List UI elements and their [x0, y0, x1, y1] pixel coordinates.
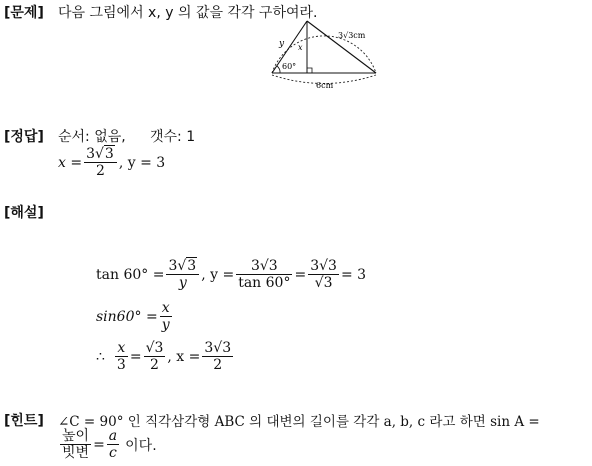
label-hyp: 3√3cm — [338, 31, 366, 40]
hint-fraction-1 — [60, 428, 91, 461]
x-fraction-2 — [144, 340, 166, 373]
x-equals: = — [129, 348, 142, 365]
x-fraction-3 — [202, 340, 233, 373]
answer-x-rad: 3 — [104, 146, 114, 162]
hint-den: 빗변 — [62, 445, 90, 461]
hint-f-num: a — [108, 428, 118, 444]
hint-end: 이다. — [125, 437, 157, 454]
sin-lhs: sin60° = — [96, 308, 158, 325]
answer-x-fraction: $\frac{3√3}{2}$ — [84, 146, 117, 179]
explanation-line-2 — [96, 300, 174, 333]
x-fraction-1 — [115, 340, 128, 373]
y-fraction-2 — [308, 258, 339, 291]
answer-y-eq: , y = 3 — [118, 154, 166, 171]
hint-line-2 — [58, 428, 157, 461]
label-x: x — [298, 43, 303, 52]
y-f2-num: 3√3 — [310, 258, 337, 274]
x-f2-num: √3 — [145, 340, 164, 356]
answer-order: 순서: 없음, — [58, 129, 126, 145]
y-result: = 3 — [340, 266, 367, 283]
tan-fraction: $\frac{3√3}{y}$ — [166, 258, 199, 291]
sin-fraction — [160, 300, 172, 333]
tan-num-rad: 3 — [187, 258, 197, 274]
x-f3-den: 2 — [213, 357, 223, 373]
y-f1-num: 3√3 — [236, 258, 292, 275]
hint-f-den: c — [109, 445, 117, 461]
problem-text: 다음 그림에서 x, y 의 값을 각각 구하여라. — [58, 5, 318, 21]
label-angle: 60° — [282, 62, 297, 71]
hint-tag: [힌트] — [4, 413, 44, 429]
answer-count: 갯수: 1 — [150, 129, 196, 145]
x-f3-num: 3√3 — [204, 340, 232, 356]
label-base: 6cm — [316, 81, 334, 90]
label-y: y — [279, 39, 285, 49]
answer-x-coef: 3 — [86, 146, 95, 162]
hint-num: 높이 — [62, 428, 90, 444]
y-fraction-1 — [236, 258, 292, 291]
x-eq-label: , x = — [167, 348, 201, 365]
triangle-figure — [266, 18, 382, 92]
explanation-line-3 — [96, 340, 235, 373]
hint-line-1: ∠C = 90° 인 직각삼각형 ABC 의 대변의 길이를 각각 a, b, c 라고 하면 sin A = — [58, 414, 540, 430]
side-hyp — [307, 21, 376, 73]
y-f1-den: tan 60° — [238, 275, 291, 291]
x-f1-num: x — [115, 340, 128, 357]
answer-equation — [58, 146, 165, 179]
explanation-tag: [해설] — [4, 205, 44, 221]
right-angle-mark — [307, 68, 312, 73]
tan-den: y — [178, 275, 187, 291]
answer-x-eq: x = — [58, 154, 83, 171]
answer-x-den: 2 — [96, 163, 105, 179]
sin-num: x — [160, 300, 172, 317]
problem-tag: [문제] — [4, 5, 44, 21]
sin-den: y — [161, 317, 170, 333]
x-f2-den: 2 — [150, 357, 159, 373]
x-f1-den: 3 — [116, 357, 126, 373]
angle-arc — [277, 66, 280, 73]
tan-num-coef: 3 — [168, 258, 178, 274]
hint-equals: = — [93, 436, 105, 453]
y-equals: = — [294, 266, 307, 283]
explanation-line-1 — [96, 258, 366, 291]
tan-lhs: tan 60° = — [96, 266, 165, 283]
y-eq-label: , y = — [201, 266, 235, 283]
hint-fraction-2 — [107, 428, 119, 461]
therefore-symbol: ∴ — [96, 348, 105, 365]
y-f2-den: √3 — [314, 275, 333, 291]
answer-tag: [정답] — [4, 129, 44, 145]
